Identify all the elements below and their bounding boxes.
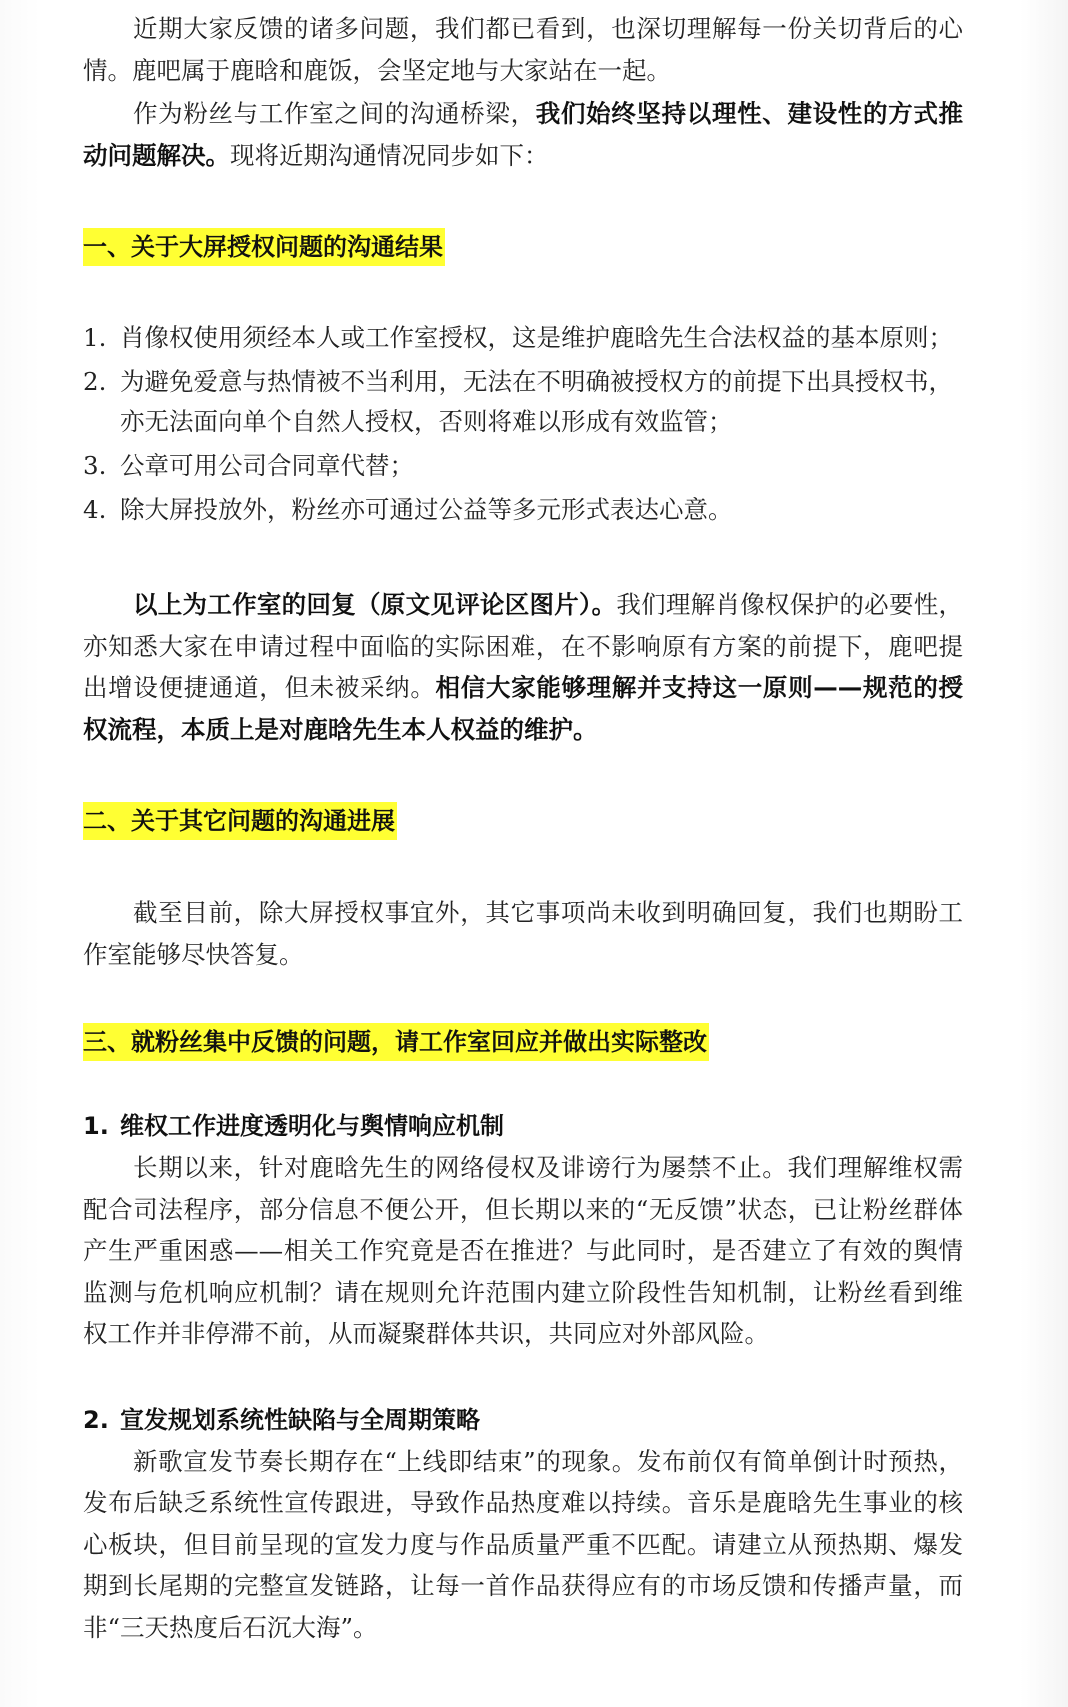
list-item-number: 2.: [83, 367, 107, 396]
intro-p2-text-a: 作为粉丝与工作室之间的沟通桥梁，: [133, 99, 536, 128]
subsection-2-title: [83, 1399, 963, 1441]
list-item-text: 为避免爱意与热情被不当利用，无法在不明确被授权方的前提下出具授权书，亦无法面向单个自然人授权，否则将难以形成有效监管；: [120, 367, 953, 436]
subsection-number: 1.: [83, 1112, 109, 1140]
subsection-number: 2.: [83, 1405, 109, 1434]
subsection-title-text: 维权工作进度透明化与舆情响应机制: [120, 1112, 504, 1140]
intro-p2-bold: 我们始终坚持以理性、建设性的方式推动问题解决。: [83, 99, 963, 170]
summary-bold-lead: 以上为工作室的回复（原文见评论区图片）。: [133, 590, 617, 619]
document-content: [83, 8, 963, 1648]
summary-text: 我们理解肖像权保护的必要性，亦知悉大家在申请过程中面临的实际困难，在不影响原有方案的前提下，鹿吧提出增设便捷通道，但未被采纳。: [83, 590, 964, 702]
section-1-list: [83, 316, 963, 532]
list-item-text: 肖像权使用须经本人或工作室授权，这是维护鹿晗先生合法权益的基本原则；: [120, 323, 953, 352]
list-item-text: 公章可用公司合同章代替；: [120, 451, 414, 480]
list-item: [83, 444, 963, 488]
list-item: [83, 362, 963, 442]
section-2-heading: 二、关于其它问题的沟通进展: [83, 802, 397, 840]
subsection-2-paragraph: 新歌宣发节奏长期存在“上线即结束”的现象。发布前仅有简单倒计时预热，发布后缺乏系统性宣传跟进，导致作品热度难以持续。音乐是鹿晗先生事业的核心板块，但目前呈现的宣发力度与作品质量严重不匹配。请建立从预热期、爆发期到长尾期的完整宣发链路，让每一首作品获得应有的市场反馈和传播声量，而非“三天热度后石沉大海”。: [83, 1446, 963, 1642]
subsection-1-paragraph: 长期以来，针对鹿晗先生的网络侵权及诽谤行为屡禁不止。我们理解维权需配合司法程序，部分信息不便公开，但长期以来的“无反馈”状态，已让粉丝群体产生严重困惑——相关工作究竟是否在推进？与此同时，是否建立了有效的舆情监测与危机响应机制？请在规则允许范围内建立阶段性告知机制，让粉丝看到维权工作并非停滞不前，从而凝聚群体共识，共同应对外部风险。: [83, 1153, 963, 1348]
section-2-heading-row: [83, 802, 963, 840]
list-item-number: 3.: [83, 451, 107, 480]
summary-bold-conclusion: 相信大家能够理解并支持这一原则——规范的授权流程，本质上是对鹿晗先生本人权益的维护。: [83, 673, 963, 744]
list-item-text: 除大屏投放外，粉丝亦可通过公益等多元形式表达心意。: [120, 495, 733, 524]
section-3-heading-row: [83, 1023, 963, 1061]
subsection-title-text: 宣发规划系统性缺陷与全周期策略: [120, 1405, 480, 1434]
section-2-paragraph: 截至目前，除大屏授权事宜外，其它事项尚未收到明确回复，我们也期盼工作室能够尽快答复。: [83, 898, 963, 969]
intro-paragraph-2: [83, 93, 963, 176]
section-3-heading: 三、就粉丝集中反馈的问题，请工作室回应并做出实际整改: [83, 1023, 709, 1061]
section-1-heading: 一、关于大屏授权问题的沟通结果: [83, 228, 445, 266]
list-item: [83, 316, 963, 360]
list-item-number: 1.: [83, 323, 107, 352]
intro-paragraph-1: 近期大家反馈的诸多问题，我们都已看到，也深切理解每一份关切背后的心情。鹿吧属于鹿晗和鹿饭，会坚定地与大家站在一起。: [83, 14, 963, 85]
section-1-heading-row: [83, 228, 963, 266]
section-1-summary: [83, 584, 963, 750]
list-item-number: 4.: [83, 495, 107, 524]
list-item: [83, 488, 963, 532]
subsection-1-title: [83, 1105, 963, 1147]
intro-p2-text-c: 现将近期沟通情况同步如下：: [230, 140, 549, 170]
